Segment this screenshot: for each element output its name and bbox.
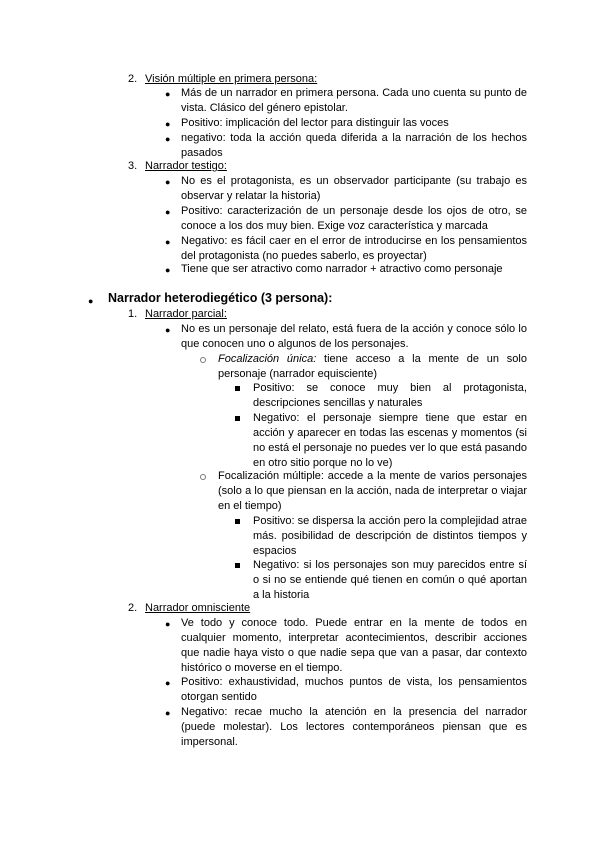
bullet-icon: ●	[165, 678, 171, 688]
circle-bullet-icon	[200, 470, 206, 485]
focalizacion-unica-text: tiene acceso a la mente de un solo personaje (narrador equisciente)	[218, 353, 527, 380]
square-bullet-icon	[235, 558, 240, 573]
list-number: 2.	[128, 73, 138, 85]
bullet-text: Negativo: es fácil caer en el error de introducirse en los pensamientos del protagonista (no puedes saberlo, es proyectar)	[181, 235, 527, 262]
bullet-icon: ●	[165, 237, 171, 247]
sub-bullet-text	[218, 352, 527, 382]
bullet-text: negativo: toda la acción queda diferida a la narración de los hechos pasados	[181, 132, 527, 159]
bullet-text: Positivo: exhaustividad, muchos puntos de vista, los pensamientos otorgan sentido	[181, 676, 527, 703]
bullet-icon: ●	[165, 89, 171, 99]
bullet-text: Ve todo y conoce todo. Puede entrar en la mente de todos en cualquier momento, interpretar acontecimientos, describir acciones que nadie haya visto o que nadie sepa que van a pasar, dar contexto histórico o moverse en el tiempo.	[181, 617, 527, 674]
item-title-narrador-parcial: Narrador parcial:	[145, 308, 227, 320]
bullet-text: No es el protagonista, es un observador participante (su trabajo es observar y relatar la historia)	[181, 175, 527, 202]
square-bullet-icon	[235, 514, 240, 529]
point-text: Negativo: si los personajes son muy parecidos entre sí o si no se entiende qué tienen en común o qué aportan a la historia	[253, 559, 527, 601]
bullet-text: Negativo: recae mucho la atención en la presencia del narrador (puede molestar). Los lectores contemporáneos piensan que es impersonal.	[181, 706, 527, 748]
list-number: 3.	[128, 160, 138, 172]
square-bullet-icon	[235, 381, 240, 396]
bullet-text: Positivo: implicación del lector para distinguir las voces	[181, 117, 449, 129]
item-title-narrador-testigo: Narrador testigo:	[145, 160, 227, 172]
bullet-icon: ●	[165, 619, 171, 629]
bullet-icon: ●	[165, 119, 171, 129]
bullet-icon: ●	[165, 207, 171, 217]
bullet-text: Más de un narrador en primera persona. Cada uno cuenta su punto de vista. Clásico del género epistolar.	[181, 87, 527, 114]
bullet-text: Positivo: caracterización de un personaje desde los ojos de otro, se conoce a los dos muy bien. Exige voz característica y marcada	[181, 205, 527, 232]
bullet-icon: ●	[165, 708, 171, 718]
bullet-icon: ●	[165, 177, 171, 187]
point-text: Positivo: se dispersa la acción pero la complejidad atrae más. posibilidad de descripción de distintos tiempos y espacios	[253, 515, 527, 557]
point-text: Positivo: se conoce muy bien al protagonista, descripciones sencillas y naturales	[253, 382, 527, 409]
list-number: 1.	[128, 308, 138, 320]
bullet-text: Tiene que ser atractivo como narrador + atractivo como personaje	[181, 263, 503, 275]
bullet-text: No es un personaje del relato, está fuera de la acción y conoce sólo lo que conocen uno o algunos de los personajes.	[181, 323, 527, 350]
sub-bullet-text: Focalización múltiple: accede a la mente de varios personajes (solo a lo que piensan en la acción, nada de interpretar o viajar en el tiempo)	[218, 470, 527, 512]
item-title-vision-multiple: Visión múltiple en primera persona:	[145, 73, 318, 85]
item-title-narrador-omnisciente: Narrador omnisciente	[145, 602, 251, 614]
focalizacion-unica-label: Focalización única:	[218, 353, 317, 365]
bullet-icon: ●	[165, 265, 171, 275]
bullet-icon: ●	[165, 325, 171, 335]
point-text: Negativo: el personaje siempre tiene que estar en acción y aparecer en todas las escenas y momentos (si no está el personaje no puedes ver lo que está pasando en otro sitio porque no lo ve)	[253, 412, 527, 469]
section-heading: Narrador heterodiegético (3 persona):	[108, 291, 333, 305]
square-bullet-icon	[235, 411, 240, 426]
circle-bullet-icon	[200, 353, 206, 368]
list-number: 2.	[128, 602, 138, 614]
bullet-icon: ●	[88, 296, 94, 306]
bullet-icon: ●	[165, 134, 171, 144]
